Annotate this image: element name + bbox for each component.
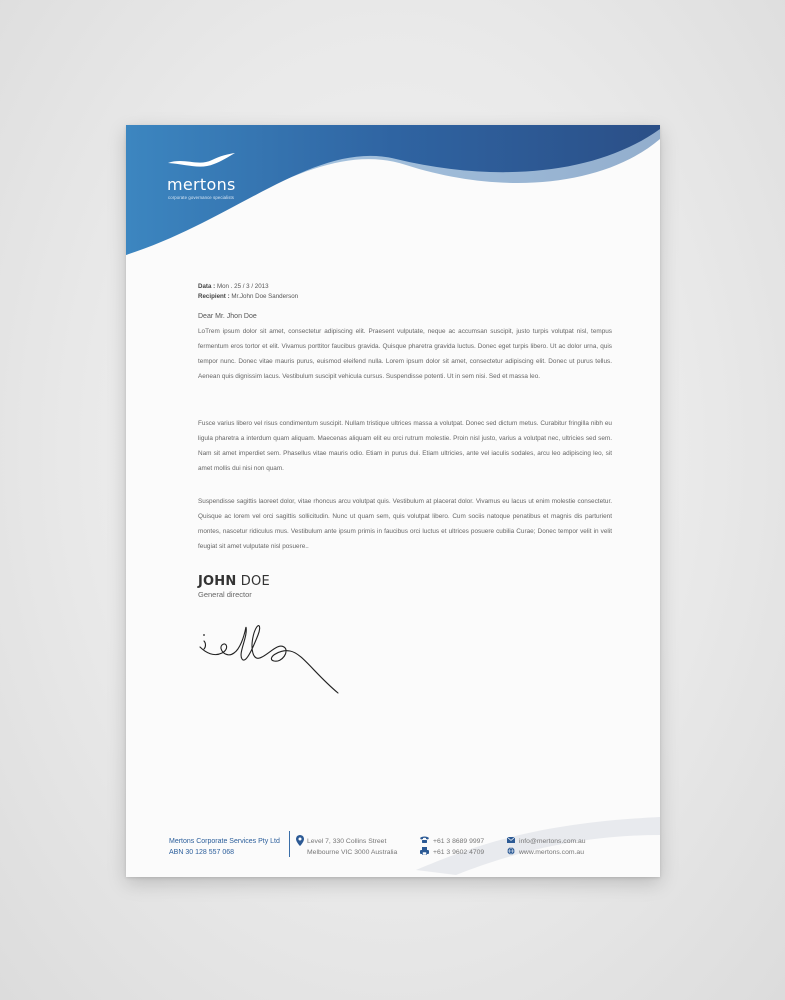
body-paragraph-1: LoTrem ipsum dolor sit amet, consectetur adipiscing elit. Praesent vulputate, neque ac accumsan suscipit, justo turpis volutpat nisl, tempus fermentum eros tortor et elit. Vivamus porttitor faucibus gravida. Quisque pharetra gravida luctus. Donec eget turpis libero. Ut ac dolor urna, quis tempor nunc. Donec vitae mauris purus, euismod eleifend nulla. Lorem ipsum dolor sit amet, consectetur adipiscing elit. Donec ut purus tellus. Aenean quis dignissim lacus. Vestibulum suscipit vehicula cursus. Suspendisse potenti. Ut in sem nisi. Sed et massa leo. bbox=[198, 328, 612, 381]
date-value: Mon . 25 / 3 / 2013 bbox=[216, 283, 269, 290]
location-pin-icon bbox=[296, 835, 304, 846]
footer-fax: +61 3 9602 4709 bbox=[433, 849, 485, 856]
footer-phones bbox=[433, 836, 484, 858]
footer-contact-online bbox=[519, 836, 586, 858]
handwritten-signature bbox=[192, 613, 352, 699]
recipient-line bbox=[198, 292, 298, 302]
date-line bbox=[198, 282, 298, 292]
email-icon bbox=[507, 837, 515, 843]
footer-phone: +61 3 8689 9997 bbox=[433, 838, 485, 845]
footer-address-line-2: Melbourne VIC 3000 Australia bbox=[307, 849, 398, 856]
footer-abn: ABN 30 128 557 068 bbox=[169, 849, 234, 856]
fax-icon bbox=[420, 847, 429, 855]
footer-website: www.mertons.com.au bbox=[519, 849, 584, 856]
phone-icon bbox=[420, 836, 429, 843]
footer-address bbox=[307, 836, 397, 858]
globe-icon bbox=[507, 847, 515, 855]
signatory-first-name: JOHN bbox=[198, 574, 237, 589]
letter-meta bbox=[198, 282, 298, 301]
letterhead-page bbox=[126, 125, 660, 877]
date-label: Data : bbox=[198, 283, 216, 290]
signatory-name bbox=[198, 574, 270, 589]
footer-company-name: Mertons Corporate Services Pty Ltd bbox=[169, 838, 280, 845]
logo-wordmark: mertons bbox=[167, 175, 236, 194]
logo-tagline: corporate governance specialists bbox=[168, 195, 235, 200]
recipient-label: Recipient : bbox=[198, 292, 230, 300]
body-paragraph-2: Fusce varius libero vel risus condimentum suscipit. Nullam tristique ultrices massa a volutpat. Donec sed dictum metus. Curabitur fringilla nibh eu ligula pharetra a interdum quam aliquam. Maecenas aliquam elit eu orci rutrum molestie. Proin nisl justo, varius a volutpat nec, ultricies sed sem. Nam sit amet imperdiet sem. Phasellus vitae mauris odio. Etiam in purus dui. Etiam ultricies, ante vel iaculis sodales, arcu leo adipiscing leo, sit amet mollis dui nisi non quam. bbox=[198, 420, 612, 473]
footer-company-block bbox=[169, 836, 280, 858]
footer-address-line-1: Level 7, 330 Collins Street bbox=[307, 838, 387, 845]
mertons-bird-logo-icon bbox=[166, 151, 236, 173]
footer-email: info@mertons.com.au bbox=[519, 838, 586, 845]
body-paragraph-3: Suspendisse sagittis laoreet dolor, vitae rhoncus arcu volutpat quis. Vestibulum at placerat dolor. Vivamus eu lacus ut enim molestie consectetur. Quisque ac lorem vel orci sagittis sollicitudin. Nunc ut quam sem, quis volutpat libero. Cum sociis natoque penatibus et magnis dis parturient montes, nascetur ridiculus mus. Vestibulum ante ipsum primis in faucibus orci luctus et ultrices posuere cubilia Curae; Donec tempor velit in velit feugiat sit amet vulputate nisl posuere.. bbox=[198, 498, 612, 551]
footer-divider bbox=[289, 831, 290, 857]
signatory-title: General director bbox=[198, 590, 252, 599]
recipient-value: Mr.John Doe Sanderson bbox=[231, 292, 299, 300]
signatory-last-name: DOE bbox=[240, 574, 270, 589]
salutation: Dear Mr. Jhon Doe bbox=[198, 313, 257, 320]
